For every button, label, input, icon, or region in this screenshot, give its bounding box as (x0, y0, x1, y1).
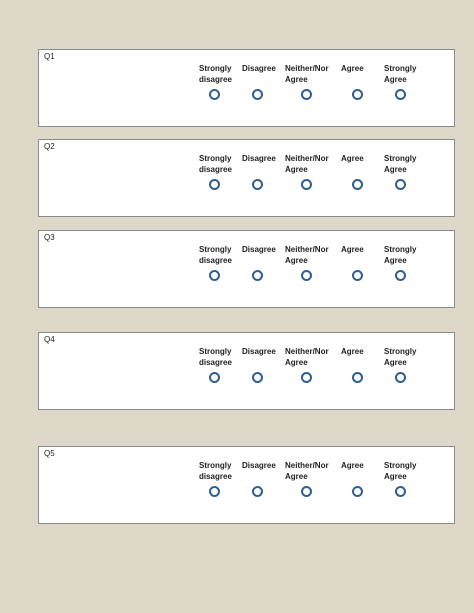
option-label-agree: Agree (341, 154, 364, 163)
radio-strongly-agree[interactable] (395, 270, 406, 281)
option-label-strongly-agree: Strongly Agree (384, 245, 417, 265)
radio-disagree[interactable] (252, 89, 263, 100)
question-block-q4 (38, 332, 455, 410)
option-label-agree: Agree (341, 245, 364, 254)
option-label-agree: Agree (341, 461, 364, 470)
question-block-q5 (38, 446, 455, 524)
option-label-disagree: Disagree (242, 64, 276, 73)
question-label: Q3 (44, 233, 55, 242)
option-label-disagree: Disagree (242, 347, 276, 356)
radio-strongly-disagree[interactable] (209, 486, 220, 497)
radio-strongly-agree[interactable] (395, 179, 406, 190)
question-block-q2 (38, 139, 455, 217)
radio-disagree[interactable] (252, 372, 263, 383)
option-label-strongly-agree: Strongly Agree (384, 154, 417, 174)
radio-agree[interactable] (352, 179, 363, 190)
radio-agree[interactable] (352, 486, 363, 497)
radio-strongly-disagree[interactable] (209, 89, 220, 100)
question-block-q1 (38, 49, 455, 127)
option-label-strongly-disagree: Strongly disagree (199, 347, 232, 367)
radio-disagree[interactable] (252, 486, 263, 497)
option-label-strongly-disagree: Strongly disagree (199, 64, 232, 84)
option-label-strongly-disagree: Strongly disagree (199, 461, 232, 481)
radio-strongly-agree[interactable] (395, 486, 406, 497)
option-label-strongly-agree: Strongly Agree (384, 461, 417, 481)
option-label-disagree: Disagree (242, 245, 276, 254)
question-label: Q1 (44, 52, 55, 61)
option-label-neither-nor-agree: Neither/Nor Agree (285, 154, 329, 174)
radio-neither-nor-agree[interactable] (301, 179, 312, 190)
radio-neither-nor-agree[interactable] (301, 486, 312, 497)
radio-strongly-agree[interactable] (395, 89, 406, 100)
option-label-disagree: Disagree (242, 461, 276, 470)
radio-agree[interactable] (352, 372, 363, 383)
option-label-neither-nor-agree: Neither/Nor Agree (285, 64, 329, 84)
radio-strongly-disagree[interactable] (209, 270, 220, 281)
option-label-strongly-agree: Strongly Agree (384, 64, 417, 84)
question-label: Q5 (44, 449, 55, 458)
option-label-strongly-disagree: Strongly disagree (199, 245, 232, 265)
question-label: Q4 (44, 335, 55, 344)
radio-strongly-disagree[interactable] (209, 372, 220, 383)
radio-strongly-agree[interactable] (395, 372, 406, 383)
option-label-strongly-agree: Strongly Agree (384, 347, 417, 367)
radio-disagree[interactable] (252, 179, 263, 190)
radio-neither-nor-agree[interactable] (301, 89, 312, 100)
option-label-strongly-disagree: Strongly disagree (199, 154, 232, 174)
option-label-neither-nor-agree: Neither/Nor Agree (285, 245, 329, 265)
option-label-neither-nor-agree: Neither/Nor Agree (285, 347, 329, 367)
option-label-agree: Agree (341, 64, 364, 73)
option-label-disagree: Disagree (242, 154, 276, 163)
radio-agree[interactable] (352, 270, 363, 281)
radio-agree[interactable] (352, 89, 363, 100)
option-label-agree: Agree (341, 347, 364, 356)
radio-disagree[interactable] (252, 270, 263, 281)
option-label-neither-nor-agree: Neither/Nor Agree (285, 461, 329, 481)
radio-neither-nor-agree[interactable] (301, 270, 312, 281)
radio-strongly-disagree[interactable] (209, 179, 220, 190)
question-label: Q2 (44, 142, 55, 151)
question-block-q3 (38, 230, 455, 308)
radio-neither-nor-agree[interactable] (301, 372, 312, 383)
